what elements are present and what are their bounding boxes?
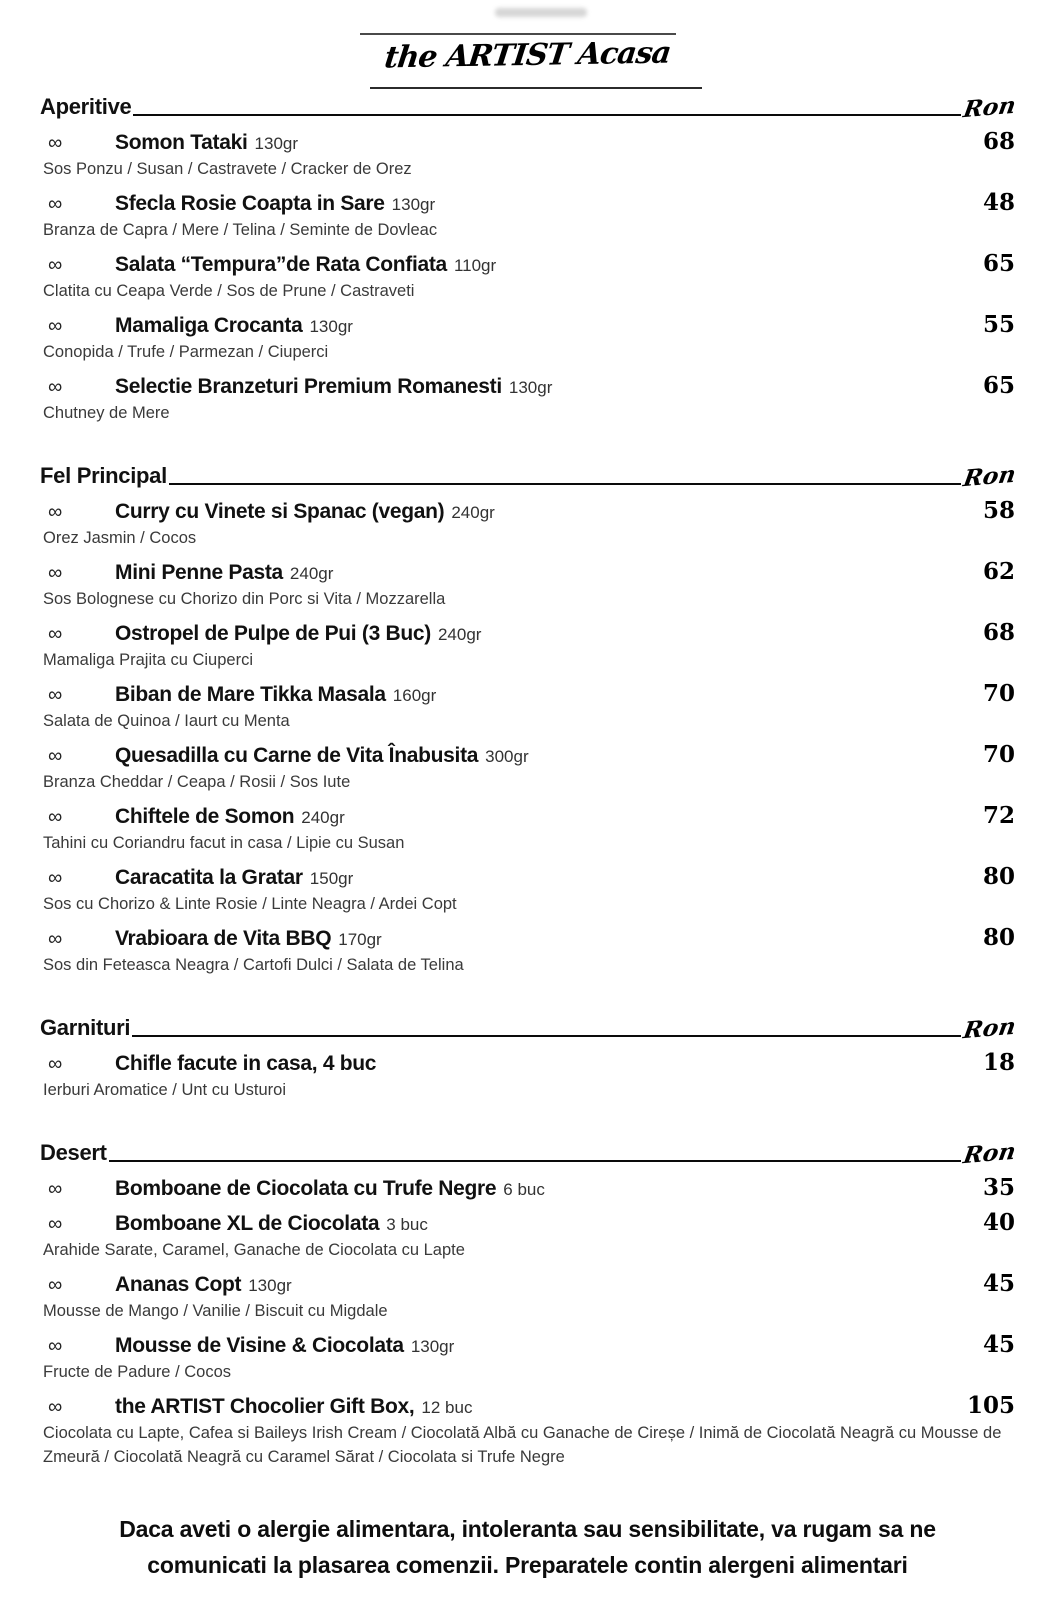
- item-description: Mamaliga Prajita cu Ciuperci: [43, 651, 253, 669]
- menu-section: [40, 91, 1018, 425]
- item-price: 55: [982, 311, 1015, 338]
- item-name: [115, 744, 529, 768]
- item-name-text: Chiftele de Somon: [115, 805, 295, 828]
- infinity-bullet-icon: ∞: [48, 376, 63, 398]
- item-price: 40: [982, 1209, 1015, 1236]
- menu-item-row: [40, 558, 1015, 585]
- item-description: Salata de Quinoa / Iaurt cu Menta: [43, 712, 290, 730]
- menu-item-row: [40, 497, 1015, 524]
- section-title: Fel Principal: [40, 463, 167, 488]
- item-name-text: Salata “Tempura”de Rata Confiata: [115, 253, 447, 276]
- menu-item-row: [40, 924, 1015, 951]
- item-size: 130gr: [508, 378, 553, 397]
- item-description: Orez Jasmin / Cocos: [43, 529, 197, 547]
- item-name-text: Quesadilla cu Carne de Vita Înabusita: [115, 744, 479, 767]
- infinity-bullet-icon: ∞: [48, 501, 63, 523]
- item-name-text: Ananas Copt: [115, 1273, 242, 1296]
- item-size: 130gr: [248, 1276, 292, 1295]
- currency-label: Ron: [961, 91, 1018, 124]
- item-price: 80: [982, 863, 1015, 890]
- item-name: [115, 375, 552, 399]
- menu-item-row: [40, 1270, 1015, 1297]
- item-name-text: Vrabioara de Vita BBQ: [115, 927, 332, 950]
- menu-item-row: [40, 1392, 1015, 1419]
- item-price: 70: [982, 741, 1015, 768]
- item-name-text: Ostropel de Pulpe de Pui (3 Buc): [115, 622, 431, 645]
- infinity-bullet-icon: ∞: [48, 132, 63, 154]
- item-name-text: Caracatita la Gratar: [115, 866, 303, 889]
- menu-item-row: [40, 741, 1015, 768]
- item-name-text: Biban de Mare Tikka Masala: [115, 683, 386, 706]
- item-description: Branza de Capra / Mere / Telina / Seminte de Dovleac: [43, 221, 438, 239]
- item-name-text: Mini Penne Pasta: [115, 561, 283, 584]
- item-description: Sos din Feteasca Neagra / Cartofi Dulci / Salata de Telina: [43, 956, 464, 974]
- title-rule-bottom: [370, 87, 702, 89]
- item-description: Chutney de Mere: [43, 404, 170, 422]
- item-description: Conopida / Trufe / Parmezan / Ciuperci: [43, 343, 329, 361]
- section-header: [40, 460, 1018, 493]
- title-rule-top: [360, 33, 676, 35]
- section-rule: [132, 1035, 961, 1037]
- section-header: [40, 1137, 1018, 1170]
- item-name-text: Chifle facute in casa, 4 buc: [115, 1052, 377, 1075]
- item-price: 70: [982, 680, 1015, 707]
- item-size: 150gr: [309, 869, 354, 888]
- infinity-bullet-icon: ∞: [48, 806, 63, 828]
- item-name: [115, 1052, 383, 1076]
- menu-sections: [40, 91, 1018, 1469]
- item-name-text: Somon Tataki: [115, 131, 248, 154]
- item-price: 58: [982, 497, 1015, 524]
- menu-item-row: [40, 802, 1015, 829]
- item-price: 45: [982, 1331, 1015, 1358]
- item-price: 62: [982, 558, 1015, 585]
- menu-item-row: [40, 128, 1015, 155]
- menu-header: [40, 0, 1015, 94]
- item-price: 72: [982, 802, 1015, 829]
- item-name: [115, 561, 333, 585]
- item-description: Sos cu Chorizo & Linte Rosie / Linte Neagra / Ardei Copt: [43, 895, 457, 913]
- infinity-bullet-icon: ∞: [48, 867, 63, 889]
- item-name-text: Mousse de Visine & Ciocolata: [115, 1334, 404, 1357]
- menu-item-row: [40, 619, 1015, 646]
- restaurant-title: the ARTIST Acasa: [382, 35, 673, 76]
- allergy-notice: [40, 1511, 1015, 1583]
- currency-label: Ron: [961, 1137, 1018, 1170]
- item-name: [115, 314, 353, 338]
- item-name-text: Selectie Branzeturi Premium Romanesti: [115, 375, 502, 398]
- section-rule: [169, 483, 961, 485]
- item-size: 240gr: [451, 503, 495, 522]
- item-name-text: the ARTIST Chocolier Gift Box,: [115, 1395, 415, 1418]
- menu-item-row: [40, 311, 1015, 338]
- item-description: Ciocolata cu Lapte, Cafea si Baileys Irish Cream / Ciocolată Albă cu Ganache de Cireșe / Inimă de Ciocolată Neagră cu Mousse de Zmeură / Ciocolată Neagră cu Caramel Sărat / Ciocolata si Trufe Negre: [43, 1424, 1002, 1466]
- infinity-bullet-icon: ∞: [48, 1053, 63, 1075]
- item-name-text: Sfecla Rosie Coapta in Sare: [115, 192, 385, 215]
- section-rule: [133, 114, 960, 116]
- item-name: [115, 927, 382, 951]
- item-description: Ierburi Aromatice / Unt cu Usturoi: [43, 1081, 287, 1099]
- item-price: 65: [982, 250, 1015, 277]
- item-size: 170gr: [338, 930, 382, 949]
- menu-item-row: [40, 1209, 1015, 1236]
- infinity-bullet-icon: ∞: [48, 562, 63, 584]
- currency-label: Ron: [961, 1012, 1018, 1045]
- infinity-bullet-icon: ∞: [48, 1396, 63, 1418]
- item-price: 80: [982, 924, 1015, 951]
- infinity-bullet-icon: ∞: [48, 623, 63, 645]
- scan-smudge: [495, 8, 587, 17]
- item-name: [115, 131, 298, 155]
- infinity-bullet-icon: ∞: [48, 315, 63, 337]
- item-price: 48: [982, 189, 1015, 216]
- item-size: 130gr: [309, 317, 353, 336]
- menu-item-row: [40, 372, 1015, 399]
- section-header: [40, 1012, 1018, 1045]
- item-size: 130gr: [254, 134, 299, 153]
- item-name: [115, 500, 495, 524]
- item-name: [115, 1212, 428, 1236]
- section-title: Desert: [40, 1140, 107, 1165]
- item-name: [115, 1395, 472, 1419]
- menu-item-row: [40, 1049, 1015, 1076]
- item-size: 130gr: [391, 195, 436, 214]
- item-price: 45: [982, 1270, 1015, 1297]
- menu-item-row: [40, 863, 1015, 890]
- infinity-bullet-icon: ∞: [48, 1213, 63, 1235]
- item-size: 300gr: [485, 747, 529, 766]
- item-size: 240gr: [437, 625, 482, 644]
- item-name-text: Mamaliga Crocanta: [115, 314, 303, 337]
- item-size: 160gr: [392, 686, 437, 705]
- section-rule: [109, 1160, 961, 1162]
- item-size: 12 buc: [421, 1398, 473, 1417]
- menu-item-row: [40, 189, 1015, 216]
- item-name: [115, 1334, 454, 1358]
- item-name: [115, 622, 481, 646]
- menu-item-row: [40, 1174, 1015, 1201]
- item-name: [115, 866, 353, 890]
- allergy-notice-line-2: comunicati la plasarea comenzii. Preparatele contin alergeni alimentari: [147, 1552, 908, 1578]
- item-name: [115, 1177, 545, 1201]
- infinity-bullet-icon: ∞: [48, 928, 63, 950]
- menu-section: [40, 460, 1018, 977]
- item-size: 110gr: [453, 256, 497, 275]
- item-description: Mousse de Mango / Vanilie / Biscuit cu Migdale: [43, 1302, 388, 1320]
- item-price: 35: [982, 1174, 1015, 1201]
- menu-section: [40, 1012, 1018, 1102]
- item-price: 68: [982, 619, 1015, 646]
- section-title: Garnituri: [40, 1015, 131, 1040]
- item-name-text: Bomboane de Ciocolata cu Trufe Negre: [115, 1177, 497, 1200]
- item-size: 130gr: [410, 1337, 455, 1356]
- item-description: Branza Cheddar / Ceapa / Rosii / Sos Iute: [43, 773, 351, 791]
- infinity-bullet-icon: ∞: [48, 1335, 63, 1357]
- item-size: 240gr: [301, 808, 345, 827]
- item-name-text: Curry cu Vinete si Spanac (vegan): [115, 500, 445, 523]
- item-name: [115, 192, 435, 216]
- item-name-text: Bomboane XL de Ciocolata: [115, 1212, 380, 1235]
- item-description: Arahide Sarate, Caramel, Ganache de Ciocolata cu Lapte: [43, 1241, 465, 1259]
- item-name: [115, 253, 496, 277]
- menu-item-row: [40, 250, 1015, 277]
- section-header: [40, 91, 1018, 124]
- allergy-notice-line-1: Daca aveti o alergie alimentara, intoleranta sau sensibilitate, va rugam sa ne: [119, 1516, 936, 1542]
- infinity-bullet-icon: ∞: [48, 1178, 63, 1200]
- item-price: 18: [982, 1049, 1015, 1076]
- item-description: Tahini cu Coriandru facut in casa / Lipie cu Susan: [43, 834, 405, 852]
- infinity-bullet-icon: ∞: [48, 745, 63, 767]
- infinity-bullet-icon: ∞: [48, 254, 63, 276]
- item-description: Sos Ponzu / Susan / Castravete / Cracker de Orez: [43, 160, 412, 178]
- item-name: [115, 683, 436, 707]
- menu-item-row: [40, 680, 1015, 707]
- infinity-bullet-icon: ∞: [48, 193, 63, 215]
- item-price: 68: [982, 128, 1015, 155]
- section-title: Aperitive: [40, 94, 132, 119]
- item-size: 6 buc: [503, 1180, 545, 1199]
- item-price: 65: [982, 372, 1015, 399]
- item-description: Clatita cu Ceapa Verde / Sos de Prune / Castraveti: [43, 282, 415, 300]
- item-name: [115, 1273, 292, 1297]
- item-price: 105: [966, 1392, 1015, 1419]
- menu-item-row: [40, 1331, 1015, 1358]
- item-name: [115, 805, 345, 829]
- infinity-bullet-icon: ∞: [48, 684, 63, 706]
- item-size: 3 buc: [386, 1215, 428, 1234]
- infinity-bullet-icon: ∞: [48, 1274, 63, 1296]
- currency-label: Ron: [961, 460, 1018, 493]
- item-description: Fructe de Padure / Cocos: [43, 1363, 232, 1381]
- menu-section: [40, 1137, 1018, 1469]
- item-description: Sos Bolognese cu Chorizo din Porc si Vita / Mozzarella: [43, 590, 446, 608]
- item-size: 240gr: [289, 564, 334, 583]
